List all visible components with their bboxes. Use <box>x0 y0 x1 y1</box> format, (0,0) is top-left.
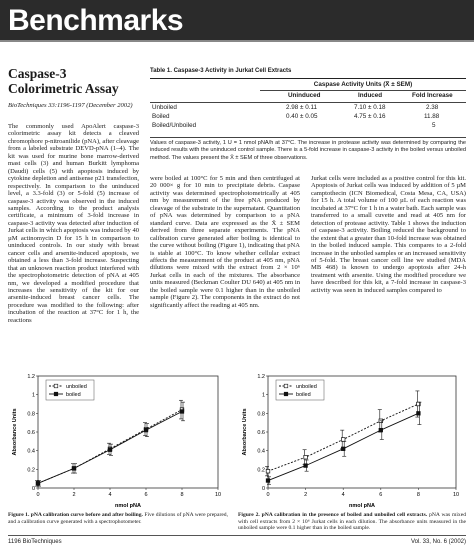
table-header-row <box>150 92 466 101</box>
data-point-boiled <box>379 428 383 432</box>
row-label: Unboiled <box>152 104 177 111</box>
data-point-boiled <box>304 464 308 468</box>
legend-label: boiled <box>66 392 81 398</box>
x-tick-label: 0 <box>266 492 270 498</box>
figure-2-caption-label: Figure 2. pNA calibration in the presence of boiled and unboiled cell extracts. <box>238 512 428 518</box>
y-tick-label: 0 <box>261 486 265 492</box>
y-tick-label: 0 <box>31 486 35 492</box>
x-axis-label: nmol pNA <box>115 503 141 509</box>
chart-legend <box>46 380 94 400</box>
data-point-unboiled <box>341 438 345 442</box>
figure-2-caption-text: pNA was mixed with cell extracts from 2 × 10⁶ Jurkat cells in each dilution. The absorbance units measured in the unboiled sample were 0.1 higher than in the boiled sample. <box>238 512 467 532</box>
figure-1-caption-label: Figure 1. pNA calibration curve before and after boiling. <box>8 512 143 518</box>
legend-marker <box>284 392 288 396</box>
data-point-boiled <box>36 482 40 486</box>
y-tick-label: 0.4 <box>257 448 265 455</box>
x-tick-label: 10 <box>214 492 222 498</box>
y-tick-label: 1 <box>31 392 35 399</box>
column-header-uninduced: Uninduced <box>288 92 321 99</box>
table-row <box>150 122 466 131</box>
article-citation: BioTechniques 33:1196-1197 (December 2002) <box>8 102 133 109</box>
footer-volume-label: Vol. 33, No. 6 (2002) <box>410 539 466 545</box>
body-paragraph: were boiled at 100°C for 5 min and then centrifuged at 20 000× g for 10 min to precipitate debris. Caspase activity was determined spectrophotometrically at 405 nm by measurement of the free pNA produced by cleavage of the substrate in the supernatant. Quantitation of pNA was determined by comparison to a pNA standard curve. Data are expressed as the X̄ ± SEM derived from three separate experiments. The pNA calibration curve generated after boiling is identical to the curve without boiling (Figure 1), indicating that pNA is stable at 100°C. To know whether cellular extract affects the measurement of the product at 405 nm, pNA dilutions were mixed with the extract from 2 × 10⁶ Jurkat cells in each of the mixtures. The absorbance units measured (Beckman Coulter DU 640) at 405 nm in the boiled sample were 0.1 higher than in the unboiled sample (Figure 2). The components in the extract do not significantly affect the reading at 405 nm. <box>150 175 300 309</box>
data-point-unboiled <box>266 469 270 473</box>
journal-section-title: Benchmarks <box>8 4 184 37</box>
data-point-boiled <box>341 447 345 451</box>
table-footnote: Values of caspase-3 activity, 1 U = 1 nmol pNA/h at 37°C. The increase in protease activity was determined by comparing the induced results with the uninduced control sample. There is a 5-fold increase in caspase-3 activity in the boiled versus unboiled method. The values present the X̄ ± SEM of three observations. <box>150 137 466 162</box>
y-axis-label: Absorbance Units <box>12 408 18 456</box>
data-point-boiled <box>144 428 148 432</box>
table-cell: 4.75 ± 0.16 <box>354 113 386 120</box>
legend-marker <box>54 392 58 396</box>
row-label: Boiled/Unboiled <box>152 122 197 129</box>
x-tick-label: 8 <box>416 492 420 498</box>
data-point-boiled <box>266 479 270 483</box>
figure-1-chart <box>8 368 228 510</box>
table-caption: Table 1. Caspase-3 Activity in Jurkat Cell Extracts <box>150 68 292 74</box>
data-point-boiled <box>180 410 184 414</box>
footer-page-label: 1196 BioTechniques <box>8 539 62 545</box>
table-row <box>150 104 466 113</box>
x-tick-label: 2 <box>304 492 308 498</box>
x-tick-label: 4 <box>341 492 345 498</box>
body-paragraph: The commonly used ApoAlert caspase-3 colorimetric assay kit detects a cleaved chromophore p-nitroanilide (pNA), after cleavage from a labeled substrate DEVD-pNA (1–4). The kit was used for murine bone marrow-derived mast cells (3) and human Burkitt lymphoma (Daudi) cells (5) with apoptosis induced by cytokine depletion and antisense p21 transfection, respectively. In comparison to the uninduced level, a 3.3-fold (3) or 5-fold (5) increase of caspase-3 activity was observed in the induced samples. According to the product analysis certificate, a minimum of 3-fold increase in caspase-3 activity was detected after induction of Jurkat cells in which apoptosis was induced by 40 µM actinomycin D for 15 h in comparison to uninduced controls. In our study with breast cancer cells and arsenite-induced apoptosis, we obtained a less than 3-fold increase. Suspecting that an unknown reaction product interfered with the spectrophotometric detection of pNA at 405 nm, we developed a modified procedure that increases the sensitivity of the kit for our arsenite-induced breast cancer cells. The procedure was modified to the following: after incubation of the reaction at 37°C for 1 h, the reactions <box>8 123 139 324</box>
x-tick-label: 4 <box>108 492 112 498</box>
row-label: Boiled <box>152 113 170 120</box>
legend-label: unboiled <box>296 384 317 390</box>
table-cell: 11.88 <box>424 113 440 120</box>
header-band <box>0 0 474 40</box>
figure-2 <box>238 368 466 510</box>
legend-label: boiled <box>296 392 311 398</box>
series-line-unboiled <box>38 410 182 484</box>
x-tick-label: 2 <box>72 492 76 498</box>
figure-1-caption-text: Five dilutions of pNA were prepared, and a calibration curve generated with a spectrophotometer. <box>8 512 229 525</box>
legend-marker <box>54 384 58 388</box>
legend-label: unboiled <box>66 384 87 390</box>
figure-2-caption <box>238 512 466 532</box>
x-tick-label: 10 <box>452 492 460 498</box>
table-group-header: Caspase Activity Units (X̄ ± SEM) <box>313 81 413 88</box>
y-tick-label: 0.8 <box>27 411 35 418</box>
y-axis-label: Absorbance Units <box>242 408 248 456</box>
table-cell: 0.40 ± 0.05 <box>286 113 318 120</box>
y-tick-label: 0.2 <box>27 467 35 474</box>
data-table <box>150 78 466 168</box>
body-paragraph: Jurkat cells were included as a positive control for this kit. Apoptosis of Jurkat cells was induced by addition of 5 µM camptothecin (ICN Biomedical, Costa Mesa, CA, USA) for 15 h. A total volume of 100 µL of each reaction was incubated at 37°C for 1 h in a water bath. Each sample was transferred to a small cuvette and read at 405 nm for detection of protease activity. Table 1 shows the induction of caspase-3 activity. Boiling reduced the background to the extent that a greater than 10-fold increase was obtained in the boiled induced sample. This compares to a 2-fold increase in the unboiled samples or an increased sensitivity of 5-fold. The breast cancer cell line we studied (MDA MB 468) is known to undergo apoptosis after 24-h treatment with arsenite. Using the modified procedure we have described for this kit, a 7-fold increase in caspase-3 activity was seen in induced samples compared to <box>311 175 466 294</box>
figure-1 <box>8 368 228 510</box>
table-cell: 5 <box>432 122 436 129</box>
y-tick-label: 1.2 <box>27 374 35 380</box>
x-tick-label: 6 <box>379 492 383 498</box>
body-column-2 <box>150 175 300 309</box>
y-tick-label: 0.8 <box>257 411 265 418</box>
y-tick-label: 0.4 <box>27 448 35 455</box>
x-tick-label: 0 <box>36 492 40 498</box>
footer-rule <box>8 535 466 536</box>
table-rule <box>260 90 466 91</box>
body-column-1 <box>8 123 139 324</box>
chart-legend <box>276 380 324 400</box>
table-cell: 7.10 ± 0.18 <box>354 104 386 111</box>
y-tick-label: 0.6 <box>257 430 265 436</box>
data-point-boiled <box>72 467 76 471</box>
legend-marker <box>284 384 288 388</box>
y-tick-label: 0.2 <box>257 467 265 474</box>
article-title: Caspase-3 Colorimetric Assay <box>8 66 119 96</box>
table-cell: 2.98 ± 0.11 <box>286 104 317 111</box>
figure-2-chart <box>238 368 466 510</box>
table-cell: 2.38 <box>426 104 439 111</box>
x-tick-label: 6 <box>144 492 148 498</box>
data-point-boiled <box>108 448 112 452</box>
y-tick-label: 1.2 <box>257 374 265 380</box>
y-tick-label: 0.6 <box>27 430 35 436</box>
body-column-3 <box>311 175 466 294</box>
figure-1-caption <box>8 512 228 525</box>
column-header-fold-increase: Fold Increase <box>412 92 453 99</box>
data-point-boiled <box>417 412 421 416</box>
x-axis-label: nmol pNA <box>349 503 375 509</box>
table-row <box>150 113 466 122</box>
x-tick-label: 8 <box>180 492 184 498</box>
data-point-unboiled <box>304 455 308 459</box>
header-rule <box>0 40 474 42</box>
column-header-induced: Induced <box>358 92 383 99</box>
y-tick-label: 1 <box>261 392 265 399</box>
table-rule <box>150 102 466 103</box>
